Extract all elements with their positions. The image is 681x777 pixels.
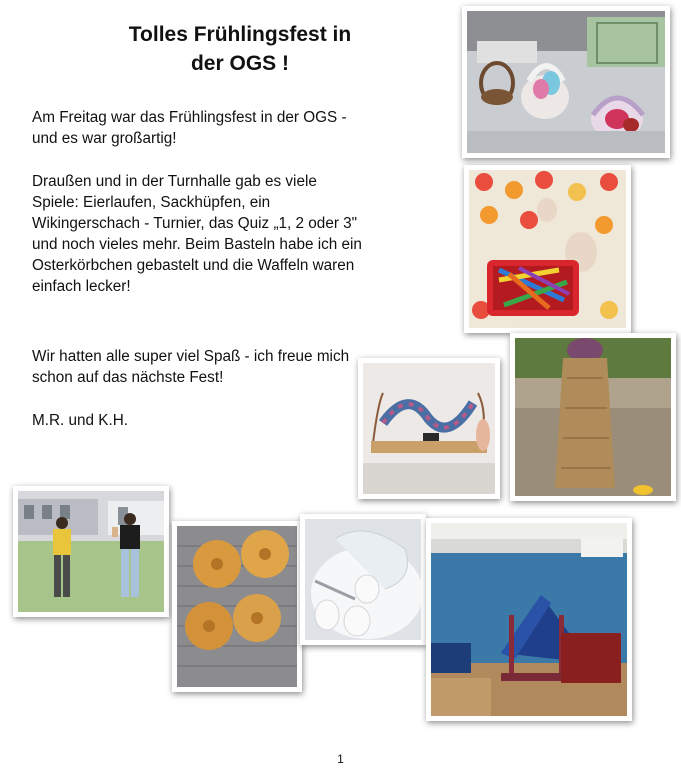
photo-waffles <box>172 521 302 692</box>
games-paragraph: Draußen und in der Turnhalle gab es viele Spiele: Eierlaufen, Sackhüpfen, ein Wikingerschach - Turnier, das Quiz „1, 2 oder 3" und noch vieles mehr. Beim Basteln habe ich ein Osterkörbchen gebastelt und die Waffeln waren einfach lecker! <box>32 173 362 295</box>
title-line-2: der OGS ! <box>190 52 290 75</box>
photo-crafting-crayons <box>464 165 631 333</box>
intro-paragraph: Am Freitag war das Frühlingsfest in der OGS - und es war großartig! <box>32 109 347 147</box>
article-title <box>100 20 380 78</box>
page-number: 1 <box>337 752 344 766</box>
photo-viking-chess <box>13 486 169 617</box>
photo-gym-obstacle <box>426 518 632 721</box>
closing-paragraph: Wir hatten alle super viel Spaß - ich freue mich schon auf das nächste Fest! <box>32 348 350 386</box>
photo-egg-and-spoon <box>300 514 426 645</box>
authors-signature: M.R. und K.H. <box>32 412 129 429</box>
photo-easter-baskets <box>462 6 670 158</box>
photo-sack-race <box>510 333 676 501</box>
title-line-1: Tolles Frühlingsfest in <box>128 23 352 46</box>
photo-wire-loop-game <box>358 358 500 499</box>
